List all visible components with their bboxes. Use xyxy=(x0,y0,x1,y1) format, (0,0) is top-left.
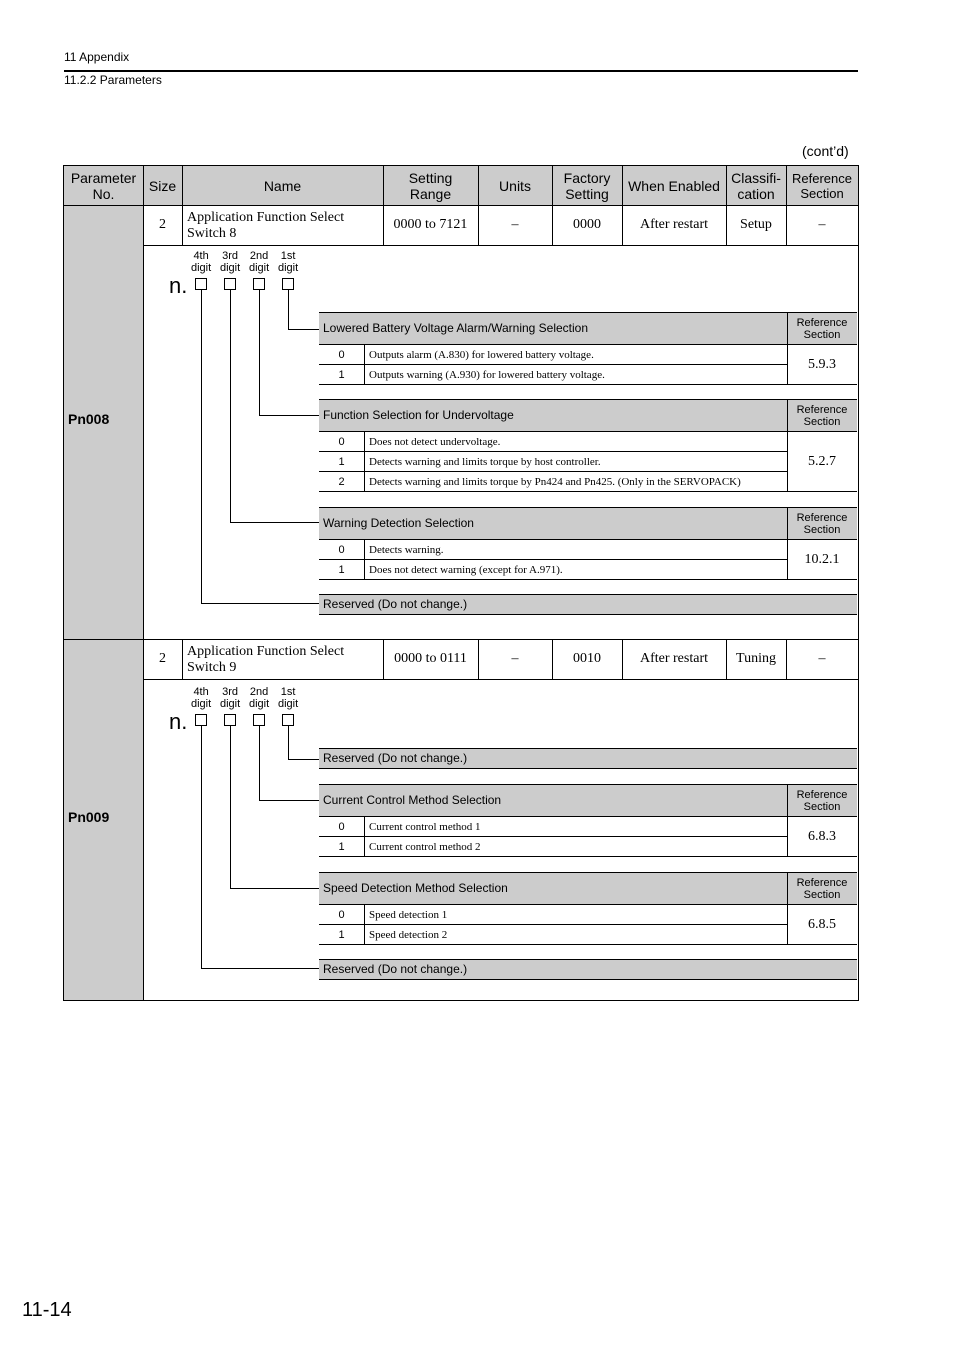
pn008-group3-row0-value: 0 xyxy=(338,543,345,556)
pn009-group4-title: Reserved (Do not change.) xyxy=(323,961,468,976)
pn009-digit1-box xyxy=(282,714,294,726)
header-reference-section: Reference Section xyxy=(792,170,852,201)
pn008-group3-row0-desc: Detects warning. xyxy=(369,543,444,556)
section-header: 11.2.2 Parameters xyxy=(64,73,162,87)
pn009-group3-ref: 6.8.5 xyxy=(808,916,836,932)
pn009-digit4-label: 4th digit xyxy=(191,686,212,710)
pn009-digit1-label: 1st digit xyxy=(278,686,299,710)
pn009-units: – xyxy=(511,651,519,666)
pn009-label: Pn009 xyxy=(68,809,110,825)
pn008-group3-row1-desc: Does not detect warning (except for A.971). xyxy=(369,563,563,576)
pn009-group3-row1-desc: Speed detection 2 xyxy=(369,928,448,941)
pn008-group2-row0-desc: Does not detect undervoltage. xyxy=(369,435,501,448)
header-setting-range: Setting Range xyxy=(408,169,453,202)
pn008-group1-row0-desc: Outputs alarm (A.830) for lowered battery voltage. xyxy=(369,348,594,361)
header-factory-setting: Factory Setting xyxy=(563,169,611,202)
pn008-group3-row1-value: 1 xyxy=(338,563,345,576)
page-number: 11-14 xyxy=(22,1299,72,1321)
pn008-digit1-label: 1st digit xyxy=(278,250,299,274)
pn008-size: 2 xyxy=(159,217,166,232)
pn008-factory-setting: 0000 xyxy=(573,217,601,232)
pn009-group2-ref: 6.8.3 xyxy=(808,828,836,844)
pn008-group1-title: Lowered Battery Voltage Alarm/Warning Selection xyxy=(323,321,589,335)
pn009-group3-title: Speed Detection Method Selection xyxy=(323,881,508,895)
pn009-group2-row0-desc: Current control method 1 xyxy=(369,820,481,833)
pn008-group4-title: Reserved (Do not change.) xyxy=(323,596,468,611)
pn008-group2-row2-value: 2 xyxy=(338,475,345,488)
pn009-reference: – xyxy=(818,651,826,666)
pn008-group2-row1-value: 1 xyxy=(338,455,345,468)
pn009-name: Application Function Select Switch 9 xyxy=(187,643,345,675)
pn009-group3-ref-label: Reference Section xyxy=(796,876,848,901)
pn008-label: Pn008 xyxy=(68,411,110,427)
pn009-when-enabled: After restart xyxy=(639,651,709,666)
pn009-group1-title: Reserved (Do not change.) xyxy=(323,750,468,765)
header-rule xyxy=(64,70,858,72)
pn008-when-enabled: After restart xyxy=(639,217,709,232)
pn009-digit3-box xyxy=(224,714,236,726)
pn008-setting-range: 0000 to 7121 xyxy=(393,217,468,232)
pn008-group2-ref: 5.2.7 xyxy=(808,453,836,469)
header-size: Size xyxy=(148,177,177,194)
contd-label: (cont’d) xyxy=(802,143,849,159)
pn009-size: 2 xyxy=(159,651,166,666)
header-parameter-no: Parameter No. xyxy=(70,169,137,202)
pn008-group2-title: Function Selection for Undervoltage xyxy=(323,408,514,422)
pn009-group3-row0-value: 0 xyxy=(338,908,345,921)
pn009-digit2-label: 2nd digit xyxy=(249,686,270,710)
pn008-name: Application Function Select Switch 8 xyxy=(187,209,345,241)
header-when-enabled: When Enabled xyxy=(628,177,720,194)
pn009-group3-row1-value: 1 xyxy=(338,928,345,941)
pn008-digit2-box xyxy=(253,278,265,290)
pn009-digit4-box xyxy=(195,714,207,726)
pn008-n-prefix: n. xyxy=(169,273,188,298)
pn008-group1-row1-desc: Outputs warning (A.930) for lowered battery voltage. xyxy=(369,368,605,381)
pn008-group1-ref: 5.9.3 xyxy=(808,356,836,372)
pn009-digit2-box xyxy=(253,714,265,726)
pn009-n-prefix: n. xyxy=(169,709,188,734)
pn008-digit2-label: 2nd digit xyxy=(249,250,270,274)
pn008-digit1-box xyxy=(282,278,294,290)
pn008-group2-row2-desc: Detects warning and limits torque by Pn424 and Pn425. (Only in the SERVOPACK) xyxy=(369,475,741,488)
pn008-reference: – xyxy=(818,217,826,232)
chapter-header: 11 Appendix xyxy=(64,50,130,64)
pn008-group1-ref-label: Reference Section xyxy=(796,316,848,341)
pn009-group2-row1-desc: Current control method 2 xyxy=(369,840,481,853)
pn008-group2-ref-label: Reference Section xyxy=(796,403,848,428)
pn009-group2-row1-value: 1 xyxy=(338,840,345,853)
pn008-digit3-label: 3rd digit xyxy=(220,250,241,274)
pn009-group2-title: Current Control Method Selection xyxy=(323,793,502,807)
pn008-group3-title: Warning Detection Selection xyxy=(323,516,474,530)
pn008-group2-row0-value: 0 xyxy=(338,435,345,448)
pn008-group1-row1-value: 1 xyxy=(338,368,345,381)
header-units: Units xyxy=(499,177,531,194)
pn008-group2-row1-desc: Detects warning and limits torque by host controller. xyxy=(369,455,601,468)
pn009-group2-ref-label: Reference Section xyxy=(796,788,848,813)
pn008-group1-row0-value: 0 xyxy=(338,348,345,361)
header-name: Name xyxy=(263,177,302,194)
pn008-digit4-box xyxy=(195,278,207,290)
pn008-classification: Setup xyxy=(740,217,772,232)
pn009-setting-range: 0000 to 0111 xyxy=(394,651,467,666)
pn008-group3-ref-label: Reference Section xyxy=(796,511,848,536)
pn008-units: – xyxy=(511,217,519,232)
pn008-digit4-label: 4th digit xyxy=(191,250,212,274)
pn009-digit3-label: 3rd digit xyxy=(220,686,241,710)
pn008-digit3-box xyxy=(224,278,236,290)
pn009-classification: Tuning xyxy=(736,651,776,666)
pn008-group3-ref: 10.2.1 xyxy=(804,551,840,567)
pn009-group2-row0-value: 0 xyxy=(338,820,345,833)
pn009-factory-setting: 0010 xyxy=(573,651,601,666)
pn009-group3-row0-desc: Speed detection 1 xyxy=(369,908,448,921)
header-classification: Classifi- cation xyxy=(731,169,781,202)
